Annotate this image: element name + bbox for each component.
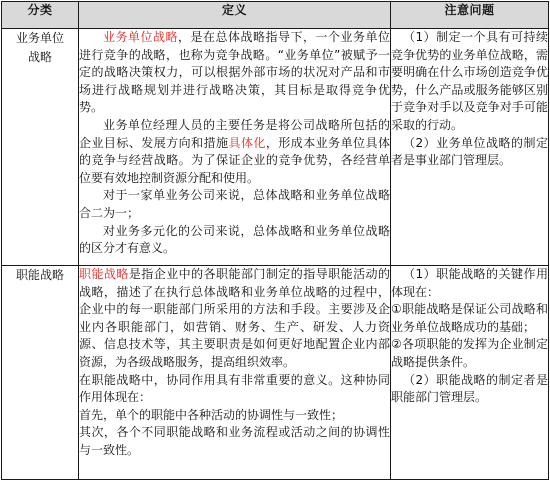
note-item: （2）业务单位战略的制定者是事业部门管理层。 — [391, 135, 548, 168]
definition-text: 业务单位经理人员的主要任务是将公司战略所包括的企业目标、发展方向和措施 — [79, 117, 390, 150]
definition-paragraph: 对业务多元化的公司来说，总体战略和业务单位战略的区分才有意义。 — [79, 223, 390, 256]
category-label: 业务单位战略 — [15, 31, 64, 64]
column-header-category: 分类 — [2, 2, 79, 29]
table-row-business-unit-strategy — [2, 29, 549, 266]
definition-paragraph: 首先，单个的职能中各种活动的协调性与一致性； — [79, 407, 344, 422]
definition-paragraph: 其次，各个不同职能战略和业务流程或活动之间的协调性与一致性。 — [79, 425, 390, 457]
category-label: 职能战略 — [15, 268, 64, 282]
definition-text: 是指企业中的各职能部门制定的指导职能活动的战略，描述了在执行总体战略和业务单位战略的过程中，企业中的每一职能部门所采用的方法和手段。主要涉及企业内各职能部门，如营销、财务、生产、研发、人力资源、信息技术等，其主要职责是如何更好地配置企业内部资源，为各级战略服务，提高组织效率。 — [79, 267, 390, 369]
table-header-row — [2, 2, 549, 29]
defined-term: 业务单位战略 — [103, 30, 178, 44]
column-header-definition: 定义 — [79, 2, 391, 29]
definition-paragraph — [79, 29, 390, 117]
notes-cell — [391, 29, 549, 266]
note-item: ②各项职能的发挥为企业制定战略提供条件。 — [391, 337, 548, 369]
notes-cell — [391, 266, 549, 480]
definition-text: ，是在总体战略指导下，一个业务单位进行竞争的战略，也称为竞争战略。“业务单位”被赋予一定的战略决策权力，可以根据外部市场的状况对产品和市场进行战略规划并进行战略决策，其目标是取得竞争优势。 — [79, 30, 390, 115]
definition-cell — [79, 266, 391, 480]
definition-paragraph: 在职能战略中，协同作用具有非常重要的意义。这种协同作用体现在： — [79, 372, 390, 405]
definition-paragraph — [79, 117, 390, 187]
definition-paragraph — [79, 266, 390, 372]
note-item: ①职能战略是保证公司战略和业务单位战略成功的基础； — [391, 302, 548, 334]
table-row-functional-strategy — [2, 266, 549, 480]
definition-cell — [79, 29, 391, 266]
category-cell — [2, 29, 79, 266]
note-item: （2）职能战略的制定者是职能部门管理层。 — [391, 372, 548, 405]
strategy-comparison-table — [1, 1, 549, 480]
note-item: （1）职能战略的关键作用体现在： — [391, 267, 548, 299]
note-item: （1）制定一个具有可持续竞争优势的业务单位战略，需要明确在什么市场创造竞争优势，什么产品或服务能够区别于竞争对手以及竞争对手可能采取的行动。 — [391, 30, 548, 132]
definition-paragraph: 对于一家单业务公司来说，总体战略和业务单位战略合二为一； — [79, 188, 390, 220]
column-header-notes: 注意问题 — [391, 2, 549, 29]
definition-text: ，形成本业务单位具体的竞争与经营战略。为了保证企业的竞争优势，各经营单位要有效地控制资源分配和使用。 — [79, 135, 390, 185]
defined-term: 职能战略 — [79, 267, 129, 281]
category-cell — [2, 266, 79, 480]
highlighted-phrase: 具体化 — [228, 135, 266, 150]
